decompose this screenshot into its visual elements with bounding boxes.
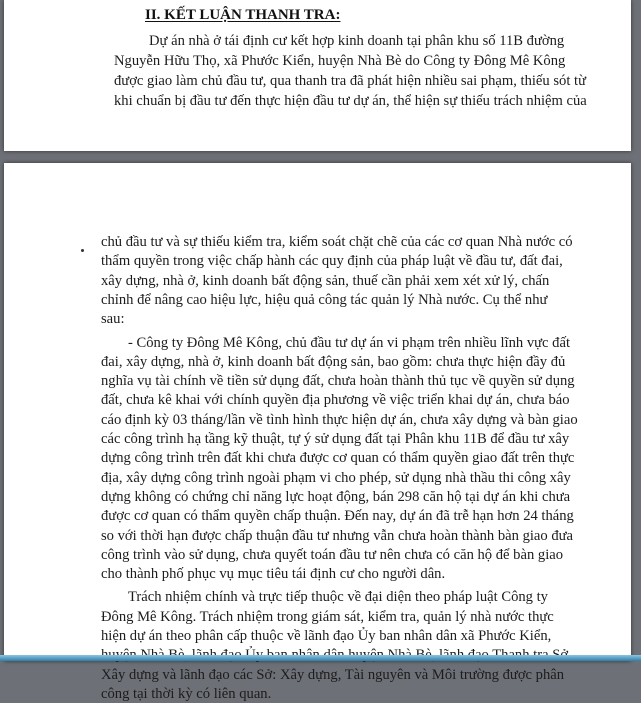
section-heading: II. KẾT LUẬN THANH TRA: [145, 7, 341, 23]
text-line: nghĩa vụ tài chính về tiền sử dụng đất, chưa hoàn thành thủ tục về quyền sử dụng [101, 373, 575, 389]
text-line: dựng công trình trên đất khi chưa được cơ quan có thẩm quyền giao đất trên thực [101, 450, 575, 466]
text-line: được giao làm chủ đầu tư, qua thanh tra đã phát hiện nhiều sai phạm, thiếu sót từ [114, 73, 586, 89]
document-page-bottom [4, 163, 631, 702]
text-line: đất, chưa kê khai với chính quyền địa phương về việc triển khai dự án, chưa báo [101, 392, 570, 408]
text-line: - Công ty Đông Mê Kông, chủ đầu tư dự án vi phạm trên nhiều lĩnh vực đất [128, 335, 571, 351]
text-line: hiện dự án theo phân cấp thuộc về lãnh đạo Ủy ban nhân dân xã Phước Kiển, [101, 628, 552, 644]
text-line: so với thời hạn được chấp thuận đầu tư nhưng vẫn chưa hoàn thành bàn giao đưa [101, 528, 574, 544]
text-line: công trình vào sử dụng, chưa quyết toán đầu tư nên chưa có căn hộ để bàn giao [101, 547, 564, 563]
text-line: Trách nhiệm chính và trực tiếp thuộc về đại diện theo pháp luật Công ty [128, 589, 548, 605]
text-line: địa, xây dựng công trình ngoài phạm vi cho phép, sử dụng nhà thầu thi công xây [101, 470, 571, 486]
text-line: Nguyễn Hữu Thọ, xã Phước Kiển, huyện Nhà Bè do Công ty Đông Mê Kông [114, 53, 566, 69]
scan-speck [81, 249, 84, 252]
text-line: khi chuẩn bị đầu tư đến thực hiện đầu tư dự án, thể hiện sự thiếu trách nhiệm của [114, 93, 587, 109]
text-line: công tại thời kỳ có liên quan. [101, 686, 272, 702]
text-line: Dự án nhà ở tái định cư kết hợp kinh doanh tại phân khu số 11B đường [149, 33, 565, 49]
document-page-top [4, 0, 631, 151]
text-line: dựng không có chứng chỉ năng lực hoạt động, bán 298 căn hộ tại dự án khi chưa [101, 489, 571, 505]
text-line: các công trình hạ tầng kỹ thuật, tự ý sử dụng đất tại Phân khu 11B để đầu tư xây [101, 431, 570, 447]
text-line: chủ đầu tư và sự thiếu kiểm tra, kiểm soát chặt chẽ của các cơ quan Nhà nước có [101, 234, 573, 250]
text-line: thẩm quyền trong việc chấp hành các quy định của pháp luật về đầu tư, đất đai, [101, 253, 563, 269]
text-line: chỉnh để nâng cao hiệu lực, hiệu quả công tác quản lý Nhà nước. Cụ thể như [101, 292, 548, 308]
text-line: cho thành phố phục vụ mục tiêu tái định cư cho người dân. [101, 566, 446, 582]
text-line: sau: [101, 311, 125, 327]
text-line: đai, xây dựng, nhà ở, kinh doanh bất động sản, bao gồm: chưa thực hiện đầy đủ [101, 354, 566, 370]
text-line: cáo định kỳ 03 tháng/lần về tình hình thực hiện dự án, chưa xây dựng và bàn giao [101, 412, 578, 428]
text-line: Xây dựng và lãnh đạo các Sở: Xây dựng, Tài nguyên và Môi trường được phân [101, 667, 565, 683]
text-line: Đông Mê Kông. Trách nhiệm trong giám sát, kiểm tra, quản lý nhà nước thực [101, 609, 554, 625]
window-bottom-edge [0, 655, 641, 661]
text-line: được cơ quan có thẩm quyền chấp thuận. Đến nay, dự án đã trễ hạn hơn 24 tháng [101, 508, 574, 524]
text-line: xây dựng, nhà ở, kinh doanh bất động sản, thuế cần phải xem xét xử lý, chấn [101, 273, 550, 289]
